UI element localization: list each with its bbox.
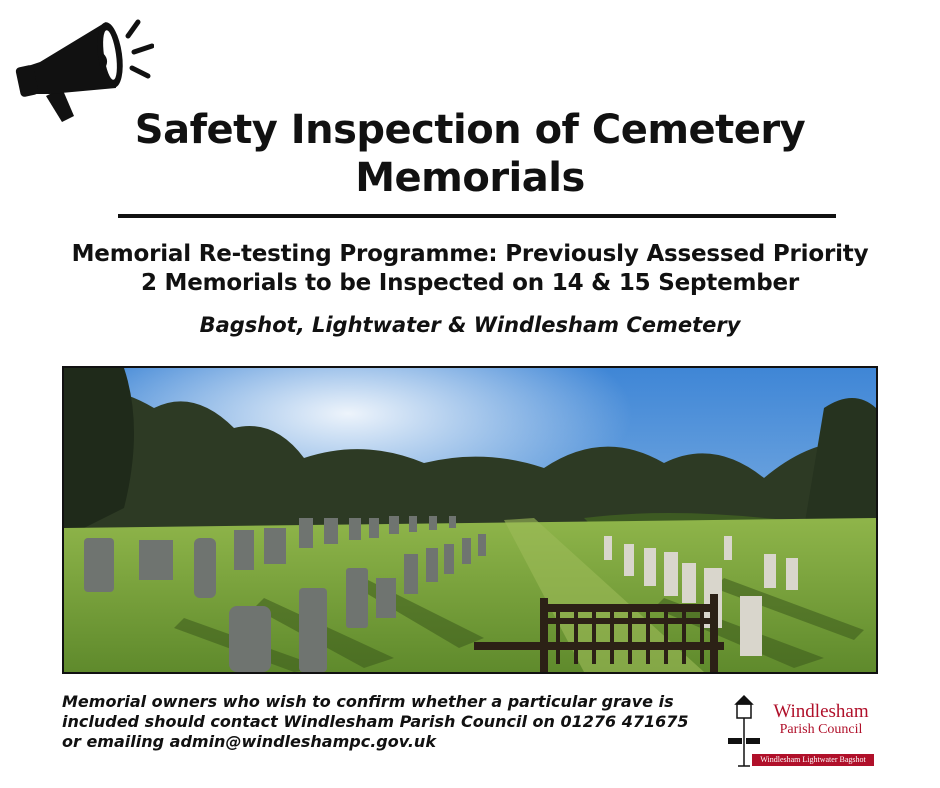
parish-council-logo bbox=[722, 692, 878, 774]
cemetery-photo bbox=[62, 366, 878, 674]
programme-heading bbox=[40, 240, 900, 298]
logo-name-line-1: Windlesham bbox=[773, 701, 869, 722]
contact-line-2: included should contact Windlesham Parish Council on 01276 471675 bbox=[62, 712, 689, 731]
programme-line-1: Memorial Re-testing Programme: Previously Assessed Priority bbox=[71, 241, 869, 267]
logo-name bbox=[766, 702, 876, 738]
title-line-2: Memorials bbox=[355, 155, 585, 201]
page-title bbox=[100, 106, 840, 202]
title-line-1: Safety Inspection of Cemetery bbox=[134, 107, 806, 153]
contact-line-3: or emailing admin@windleshampc.gov.uk bbox=[62, 732, 436, 751]
contact-notice bbox=[62, 692, 702, 752]
logo-banner: Windlesham Lightwater Bagshot bbox=[752, 754, 874, 766]
cemetery-location: Bagshot, Lightwater & Windlesham Cemetery bbox=[199, 313, 741, 337]
programme-line-2: 2 Memorials to be Inspected on 14 & 15 September bbox=[140, 270, 800, 296]
title-divider bbox=[118, 214, 836, 218]
contact-line-1: Memorial owners who wish to confirm whether a particular grave is bbox=[62, 692, 674, 711]
logo-name-line-2: Parish Council bbox=[779, 722, 863, 737]
